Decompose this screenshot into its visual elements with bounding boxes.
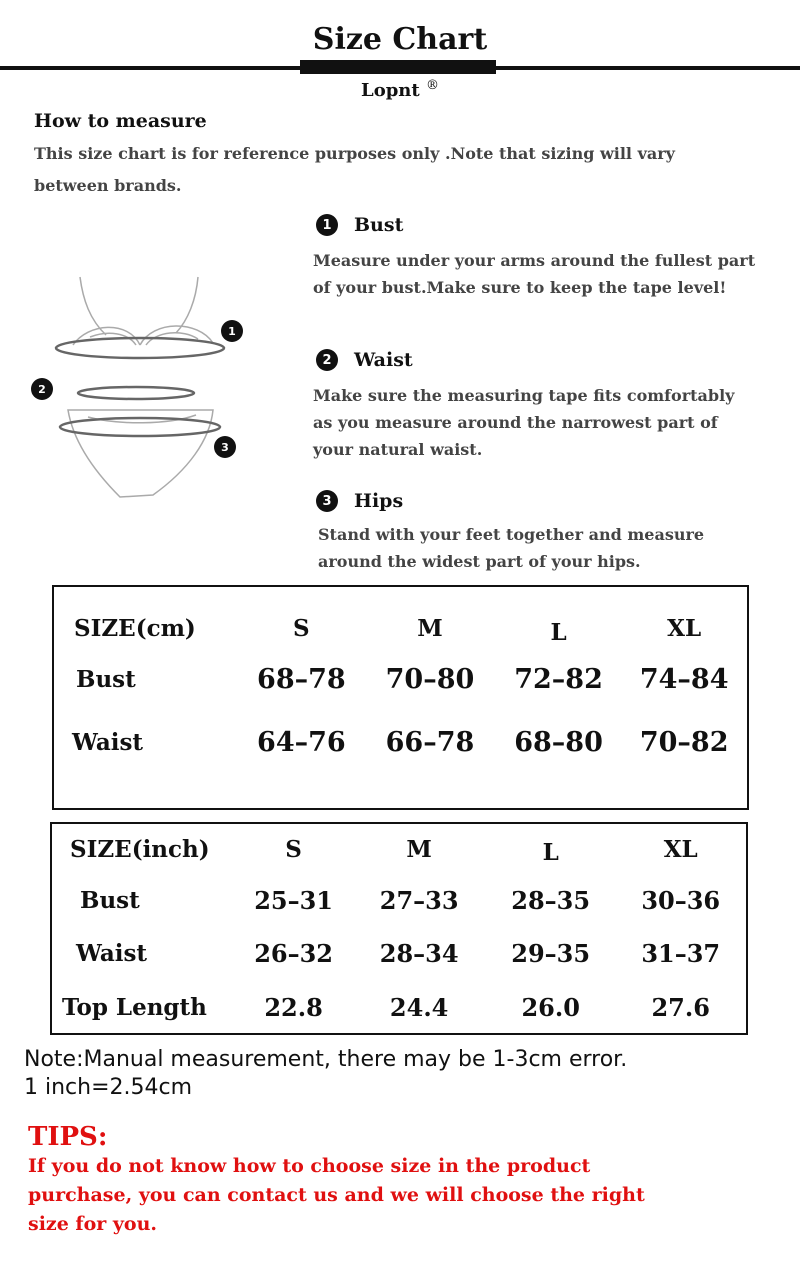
table-header-cell: M	[417, 615, 443, 642]
table-row	[51, 925, 747, 981]
hips-description	[318, 521, 704, 575]
bust-description	[313, 247, 755, 301]
tips-heading: TIPS:	[28, 1122, 108, 1152]
table-row	[53, 710, 748, 774]
intro-line: between brands.	[34, 176, 182, 195]
table-cell: 70–82	[639, 726, 729, 758]
how-to-measure-heading: How to measure	[34, 110, 207, 132]
table-cell: 72–82	[514, 663, 603, 695]
description-line: as you measure around the narrowest part of	[313, 413, 718, 432]
table-row-label: Waist	[72, 728, 144, 756]
table-spacer-row	[53, 774, 748, 809]
header-rule-accent	[300, 60, 496, 74]
description-line: Stand with your feet together and measure	[318, 525, 705, 544]
table-header-cell: S	[285, 836, 302, 863]
table-cell: 26–32	[254, 938, 333, 968]
table-row	[53, 648, 748, 710]
number-2-icon: 2	[316, 349, 338, 371]
table-cell: 66–78	[385, 726, 475, 758]
tips-line: size for you.	[28, 1213, 158, 1235]
table-row-label: Waist	[76, 939, 148, 967]
table-cell: 68–78	[257, 663, 346, 695]
table-header-cell: L	[550, 619, 567, 646]
table-cell: 28–35	[511, 885, 591, 915]
bust-section-heading	[316, 214, 403, 236]
size-table-inch	[50, 822, 748, 1035]
table-row-label: Bust	[76, 665, 136, 693]
table-row-label: Top Length	[62, 993, 207, 1021]
table-header-cell: SIZE(inch)	[70, 836, 210, 863]
table-cell: 24.4	[389, 992, 449, 1022]
number-1-icon: 1	[316, 214, 338, 236]
table-row	[51, 981, 747, 1034]
description-line: Measure under your arms around the fullest part	[313, 251, 756, 270]
marker-1-text: 1	[228, 325, 236, 338]
waist-description	[313, 382, 734, 463]
description-line: around the widest part of your hips.	[318, 552, 641, 571]
table-cell: 26.0	[521, 992, 580, 1022]
brand-name: Lopnt	[361, 80, 420, 101]
description-line: of your bust.Make sure to keep the tape level!	[313, 278, 727, 297]
size-table-cm	[52, 585, 749, 810]
waist-section-heading	[316, 349, 413, 371]
table-header-cell: XL	[663, 836, 698, 863]
table-cell: 68–80	[514, 726, 603, 758]
table-header-row	[53, 586, 748, 648]
marker-3-text: 3	[221, 441, 229, 454]
table-cell: 74–84	[639, 663, 729, 695]
table-header-cell: SIZE(cm)	[74, 615, 196, 642]
note-line: 1 inch=2.54cm	[24, 1075, 193, 1100]
table-row-label: Bust	[80, 886, 140, 914]
number-3-icon: 3	[316, 490, 338, 512]
intro-text	[34, 138, 734, 202]
table-header-cell: XL	[667, 615, 702, 642]
bikini-measurement-illustration	[28, 265, 258, 510]
bust-title: Bust	[354, 214, 404, 236]
table-cell: 70–80	[385, 663, 475, 695]
table-cell: 27.6	[651, 992, 710, 1022]
table-cell: 27–33	[379, 885, 459, 915]
brand-label	[0, 78, 800, 101]
measurement-note	[24, 1046, 627, 1102]
table-header-cell: L	[542, 839, 559, 866]
tips-text	[28, 1152, 788, 1239]
hips-section-heading	[316, 490, 403, 512]
tips-line: purchase, you can contact us and we will choose the right	[28, 1184, 645, 1206]
table-cell: 29–35	[511, 938, 591, 968]
table-row	[51, 875, 747, 925]
table-cell: 28–34	[379, 938, 459, 968]
note-line: Note:Manual measurement, there may be 1-3cm error.	[24, 1047, 628, 1072]
table-cell: 31–37	[641, 938, 721, 968]
hips-title: Hips	[354, 490, 404, 512]
tips-line: If you do not know how to choose size in the product	[28, 1155, 591, 1177]
table-cell: 30–36	[641, 885, 721, 915]
intro-line: This size chart is for reference purposes only .Note that sizing will vary	[34, 144, 675, 163]
table-header-cell: M	[406, 836, 432, 863]
table-cell: 64–76	[257, 726, 346, 758]
description-line: Make sure the measuring tape fits comfortably	[313, 386, 735, 405]
page-title: Size Chart	[312, 22, 488, 57]
table-header-cell: S	[293, 615, 310, 642]
marker-2-text: 2	[38, 383, 46, 396]
registered-mark: ®	[425, 78, 439, 93]
table-cell: 22.8	[264, 992, 323, 1022]
table-header-row	[51, 823, 747, 875]
table-cell: 25–31	[254, 885, 333, 915]
waist-title: Waist	[354, 349, 413, 371]
description-line: your natural waist.	[313, 440, 483, 459]
